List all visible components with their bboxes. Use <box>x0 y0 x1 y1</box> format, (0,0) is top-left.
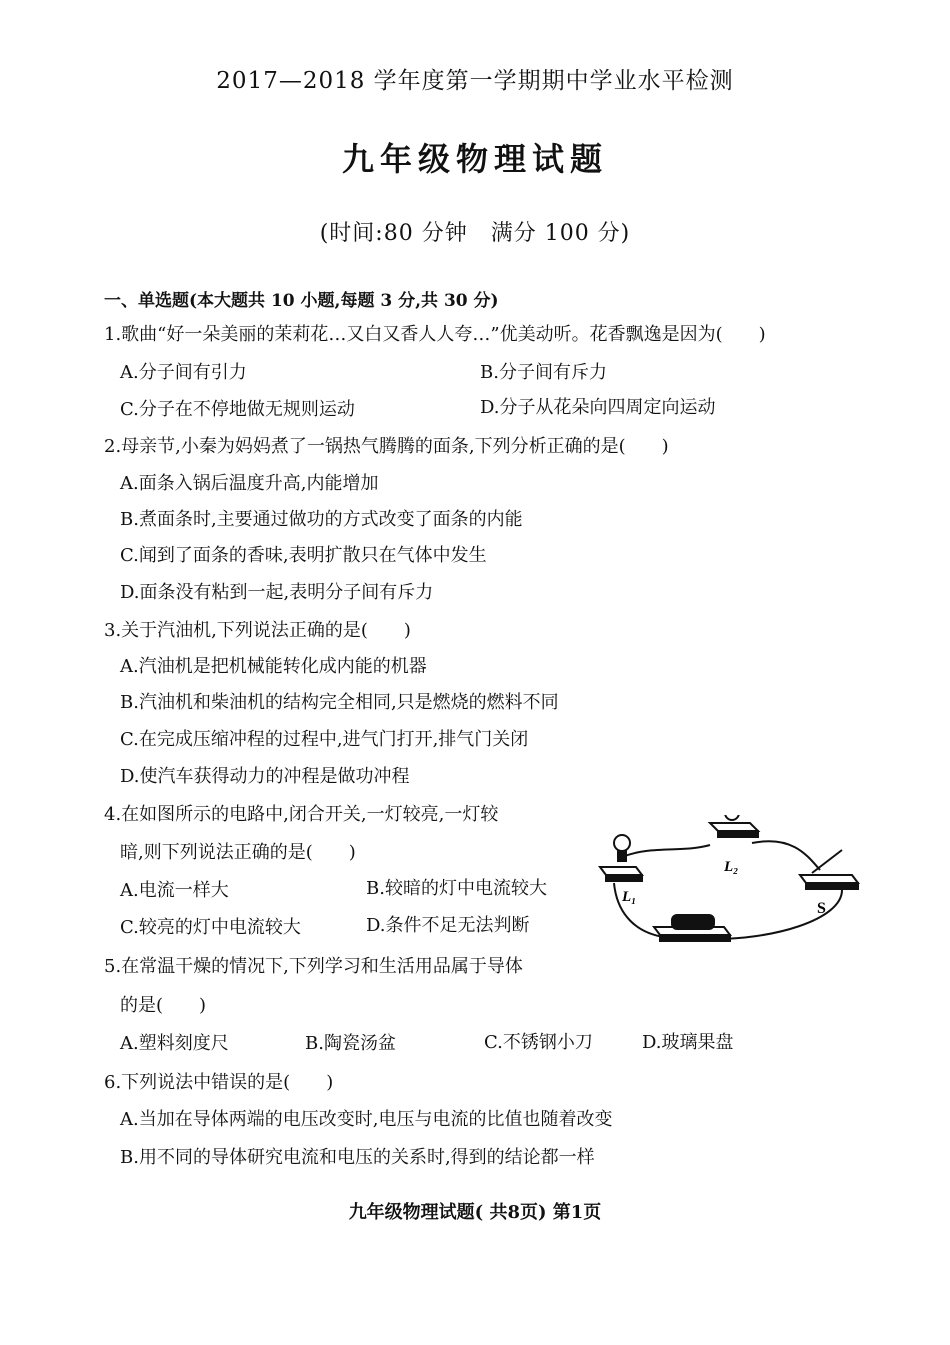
question-1-option-a: A.分子间有引力 <box>120 362 247 383</box>
lamp-l2 <box>710 815 758 837</box>
question-6-option-b: B.用不同的导体研究电流和电压的关系时,得到的结论都一样 <box>120 1147 595 1168</box>
question-3-option-b: B.汽油机和柴油机的结构完全相同,只是燃烧的燃料不同 <box>120 692 559 713</box>
question-6-option-a: A.当加在导体两端的电压改变时,电压与电流的比值也随着改变 <box>120 1109 613 1130</box>
question-1-option-c: C.分子在不停地做无规则运动 <box>120 399 355 420</box>
exam-title: 九年级物理试题 <box>341 140 608 178</box>
question-5-option-b: B.陶瓷汤盆 <box>305 1033 396 1054</box>
question-4-stem-line-1: 4.在如图所示的电路中,闭合开关,一灯较亮,一灯较 <box>104 804 499 825</box>
question-4-option-a: A.电流一样大 <box>120 880 229 901</box>
question-4-option-b: B.较暗的灯中电流较大 <box>366 878 547 899</box>
question-2-option-c: C.闻到了面条的香味,表明扩散只在气体中发生 <box>120 545 487 566</box>
question-3-stem: 3.关于汽油机,下列说法正确的是( ) <box>104 620 411 641</box>
question-2-option-a: A.面条入锅后温度升高,内能增加 <box>120 473 379 494</box>
label-l2: L₂ <box>724 859 739 875</box>
switch-s <box>800 850 858 889</box>
question-6-stem: 6.下列说法中错误的是( ) <box>104 1072 334 1093</box>
question-1-stem: 1.歌曲“好一朵美丽的茉莉花…又白又香人人夸…”优美动听。花香飘逸是因为( ) <box>104 324 766 345</box>
question-3-option-a: A.汽油机是把机械能转化成内能的机器 <box>120 656 427 677</box>
question-5-option-c: C.不锈钢小刀 <box>484 1032 593 1053</box>
section-heading-single-choice: 一、单选题(本大题共 10 小题,每题 3 分,共 30 分) <box>104 291 499 311</box>
question-3-option-d: D.使汽车获得动力的冲程是做功冲程 <box>120 766 410 787</box>
exam-time-score: (时间:80 分钟 满分 100 分) <box>319 221 631 246</box>
question-1-option-d: D.分子从花朵向四周定向运动 <box>480 397 716 418</box>
question-1-option-b: B.分子间有斥力 <box>480 362 607 383</box>
question-2-option-b: B.煮面条时,主要通过做功的方式改变了面条的内能 <box>120 509 523 530</box>
page-footer: 九年级物理试题( 共8页) 第1页 <box>348 1202 602 1223</box>
question-5-stem-line-2: 的是( ) <box>120 995 207 1016</box>
question-5-stem-line-1: 5.在常温干燥的情况下,下列学习和生活用品属于导体 <box>104 956 523 977</box>
question-3-option-c: C.在完成压缩冲程的过程中,进气门打开,排气门关闭 <box>120 729 529 750</box>
wire-l1-to-l2 <box>622 845 710 857</box>
lamp-l1 <box>600 835 642 881</box>
label-l1: L₁ <box>622 889 637 905</box>
battery <box>654 915 730 941</box>
question-5-option-a: A.塑料刻度尺 <box>120 1033 229 1054</box>
question-4-stem-line-2: 暗,则下列说法正确的是( ) <box>120 842 356 863</box>
question-4-option-c: C.较亮的灯中电流较大 <box>120 917 301 938</box>
question-5-option-d: D.玻璃果盘 <box>642 1032 734 1053</box>
circuit-diagram <box>592 815 872 955</box>
exam-header: 2017—2018 学年度第一学期期中学业水平检测 <box>216 68 734 94</box>
question-2-stem: 2.母亲节,小秦为妈妈煮了一锅热气腾腾的面条,下列分析正确的是( ) <box>104 436 669 457</box>
label-s: S <box>817 900 826 917</box>
question-4-option-d: D.条件不足无法判断 <box>366 915 530 936</box>
wire-l2-to-switch <box>752 841 820 870</box>
question-2-option-d: D.面条没有粘到一起,表明分子间有斥力 <box>120 582 434 603</box>
